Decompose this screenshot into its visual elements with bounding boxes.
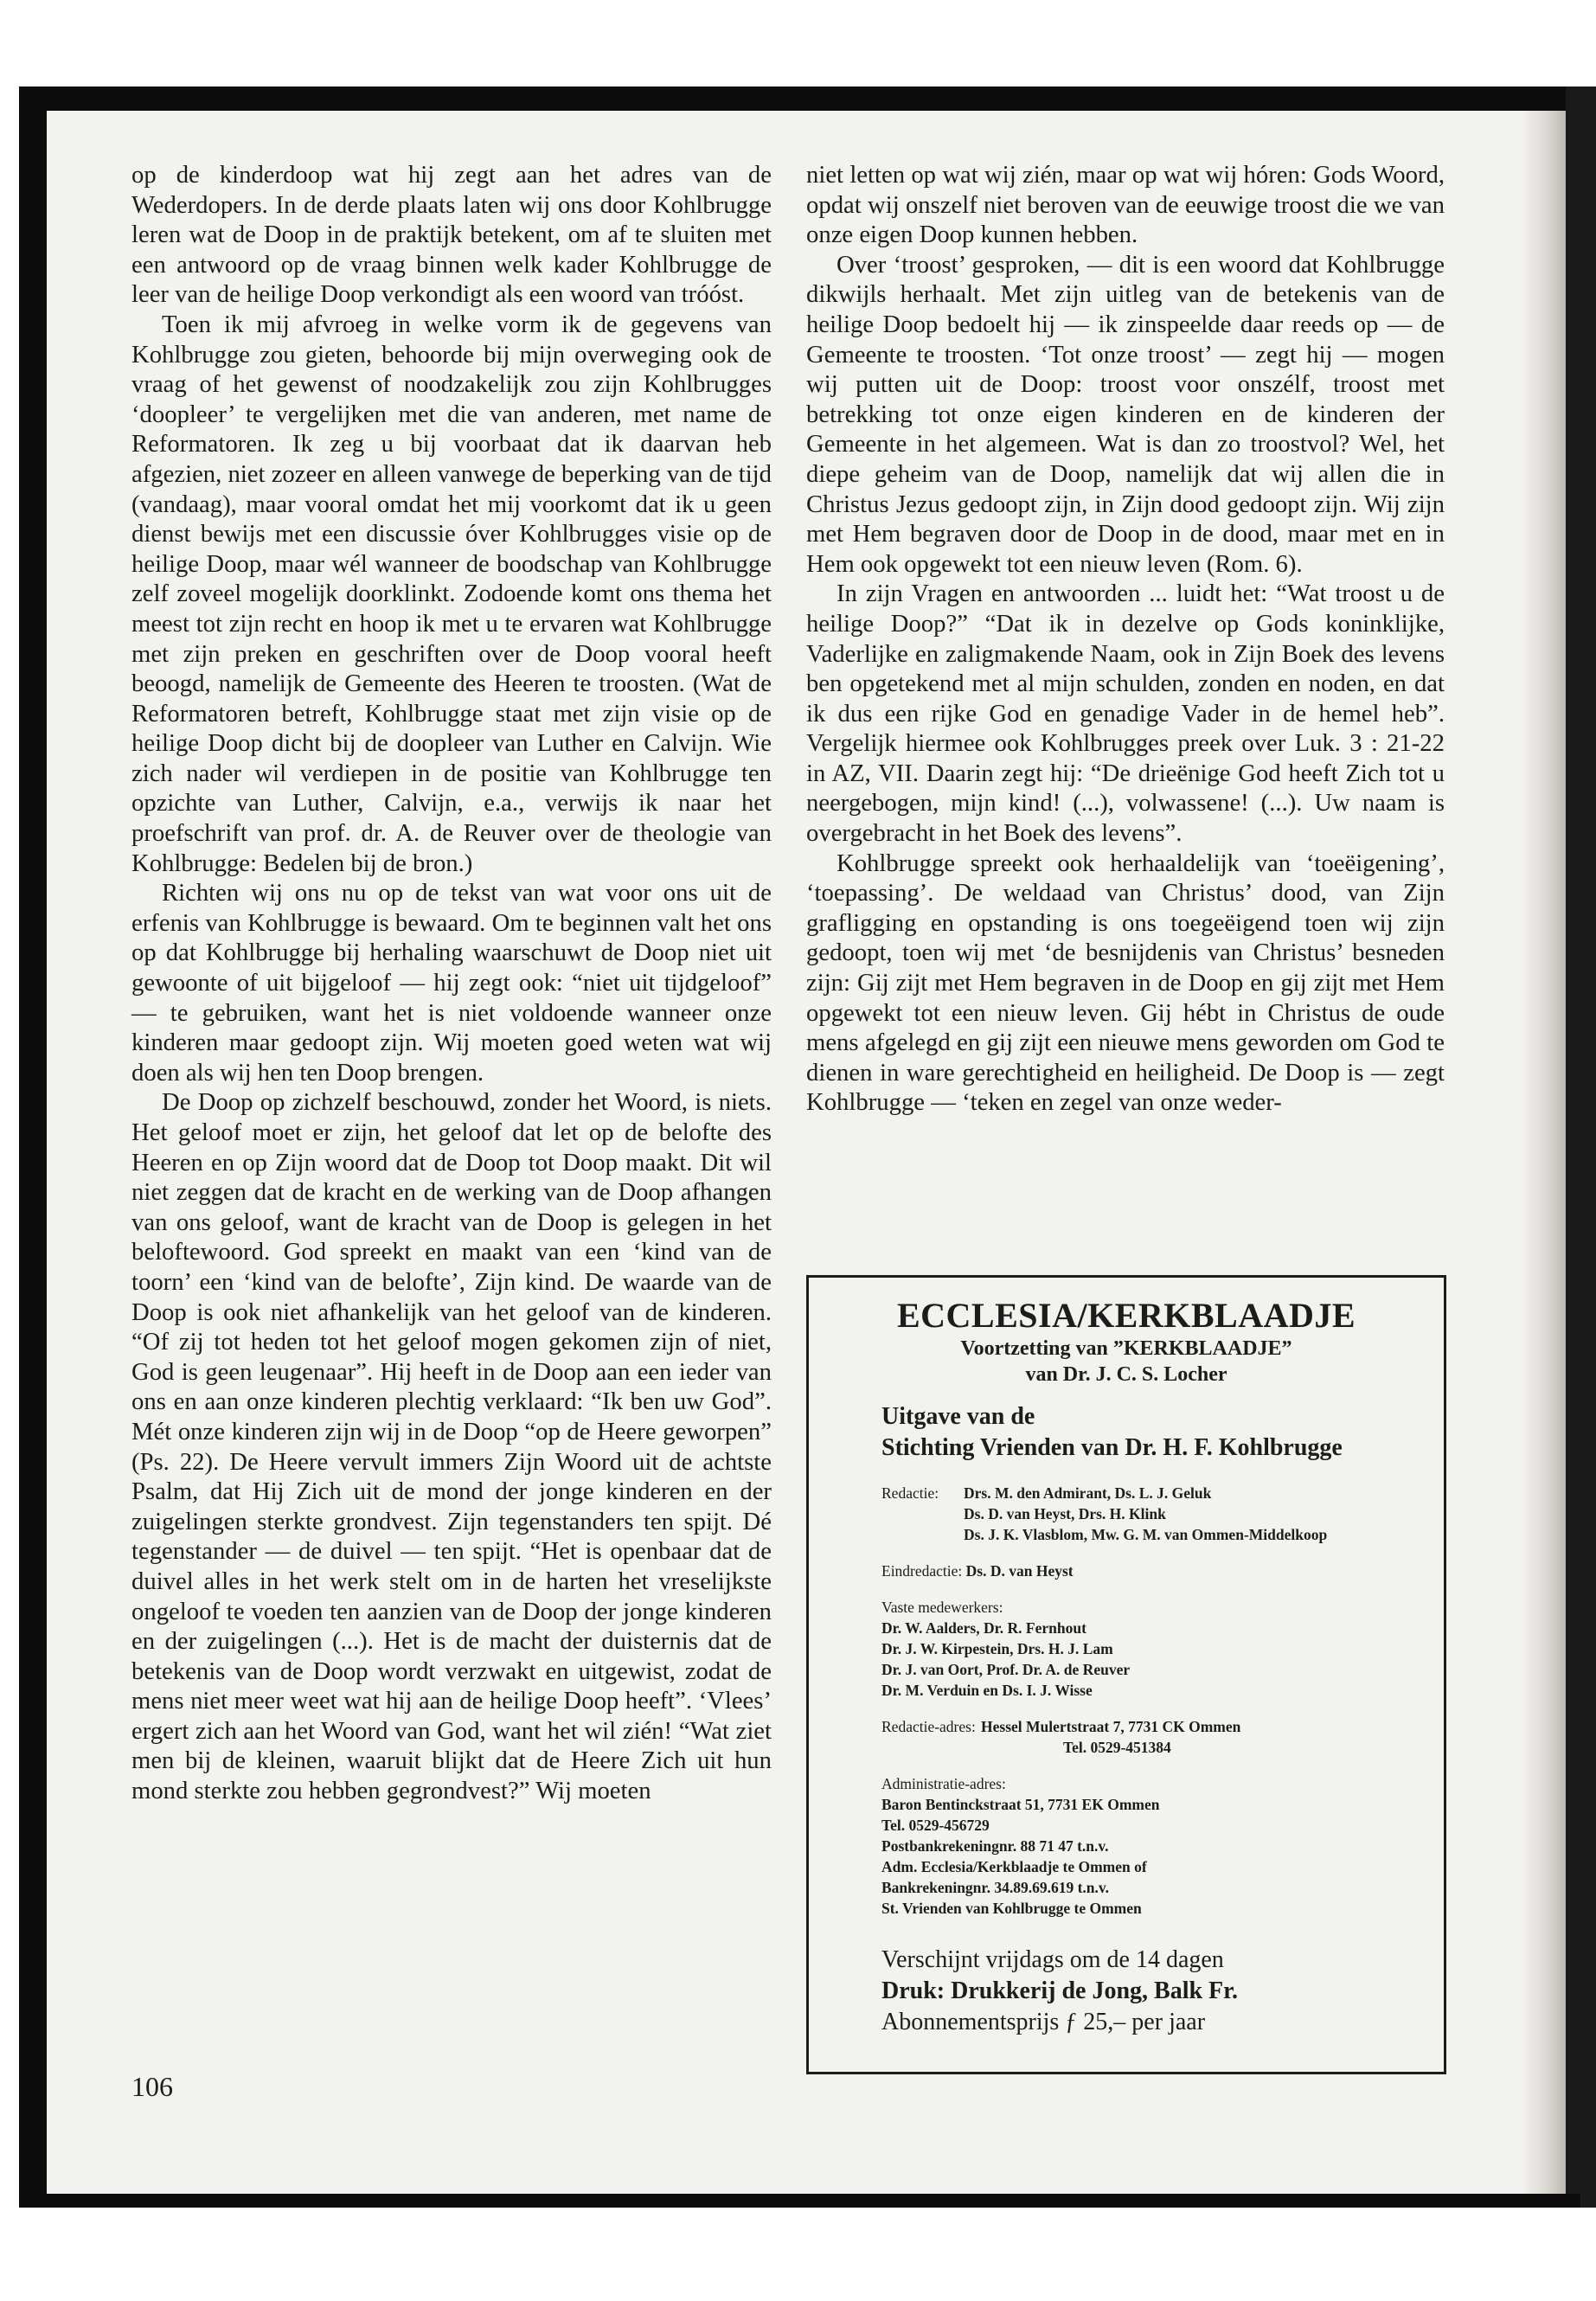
editorial-phone: Tel. 0529-451384 [1063, 1739, 1171, 1756]
editorial-address-block [881, 1716, 1444, 1758]
admin-line: Bankrekeningnr. 34.89.69.619 t.n.v. [881, 1879, 1110, 1896]
final-editor-name: Ds. D. van Heyst [965, 1562, 1074, 1580]
scan-border-left [19, 87, 47, 2204]
publication-title: ECCLESIA/KERKBLAADJE [896, 1296, 1356, 1335]
contributors-line: Dr. M. Verduin en Ds. I. J. Wisse [881, 1682, 1093, 1699]
publisher-name: Stichting Vrienden van Dr. H. F. Kohlbrugge [881, 1434, 1343, 1461]
continuation-author: van Dr. J. C. S. Locher [1025, 1363, 1227, 1386]
admin-line: Adm. Ecclesia/Kerkblaadje te Ommen of [881, 1858, 1147, 1875]
editorial-address-label: Redactie-adres: [881, 1718, 976, 1735]
admin-label: Administratie-adres: [881, 1775, 1006, 1792]
contributors-line: Dr. J. W. Kirpestein, Drs. H. J. Lam [881, 1640, 1113, 1657]
paragraph: Toen ik mij afvroeg in welke vorm ik de gegevens van Kohlbrugge zou gieten, behoorde bij mijn overweging ook de vraag of het gewenst of noodzakelijk zou zijn Kohlbrugges ‘doopleer’ te vergelijken met die van anderen, met name de Reformatoren. Ik zeg u bij voorbaat dat ik daarvan heb afgezien, niet zozeer en alleen vanwege de beperking van de tijd (vandaag), maar vooral omdat het mij voorkomt dat ik u geen dienst bewijs met een discussie óver Kohlbrugges visie op de heilige Doop, maar wél wanneer de boodschap van Kohlbrugge zelf zoveel mogelijk doorklinkt. Zodoende komt ons thema het meest tot zijn recht en hoop ik met u te ervaren wat Kohlbrugge met zijn preken en geschriften over de Doop vooral heeft beoogd, namelijk de Gemeente des Heeren te troosten. (Wat de Reformatoren betreft, Kohlbrugge staat met zijn visie op de heilige Doop dicht bij de doopleer van Luther en Calvijn. Wie zich nader wil verdiepen in de positie van Kohlbrugge ten opzichte van Luther, Calvijn, e.a., verwijs ik naar het proefschrift van prof. dr. A. de Reuver over de theologie van Kohlbrugge: Bedelen bij de bron.) [131, 310, 772, 877]
paragraph: De Doop op zichzelf beschouwd, zonder het Woord, is niets. Het geloof moet er zijn, het geloof dat let op de belofte des Heeren en op Zijn woord dat de Doop tot Doop maakt. Dit wil niet zeggen dat de kracht en de werking van de Doop afhangen van ons geloof, want de kracht van de Doop is gelegen in het beloftewoord. God spreekt en maakt van een ‘kind van de toorn’ een ‘kind van de belofte’, Zijn kind. De waarde van de Doop is ook niet afhankelijk van het geloof van de kinderen. “Of zij tot heden tot het geloof mogen gekomen zijn of niet, God is geen leugenaar”. Hij heeft in de Doop aan een ieder van ons en aan onze kinderen plechtig verklaard: “Ik ben uw God”. Mét onze kinderen zijn wij in de Doop “op de Heere geworpen” (Ps. 22). De Heere vervult immers Zijn Woord uit de achtste Psalm, dat Hij Zich uit de mond der jonge kinderen en der zuigelingen sterkte grondvest. Zijn tegenstanders ten spijt. Dé tegenstander — de duivel — ten spijt. “Het is openbaar dat de duivel alles in het werk stelt om in de harten het vreselijkste ongeloof te voeden ten aanzien van de Doop der jonge kinderen en der zuigelingen (...). Het is de macht der duisternis dat de betekenis van de Doop wordt verzwakt en uitgewist, zodat de mens niet meer weet wat hij aan de heilige Doop heeft”. ‘Vlees’ ergert zich aan het Woord van God, want het wil zién! “Wat ziet men bij de kleinen, waaruit blijkt dat de Heere Zich uit hun mond sterkte zou hebben gegrondvest?” Wij moeten [131, 1088, 772, 1805]
paragraph: niet letten op wat wij zién, maar op wat wij hóren: Gods Woord, opdat wij onszelf niet beroven van de eeuwige troost die we van onze eigen Doop kunnen hebben. [806, 161, 1445, 249]
editorial-line: Drs. M. den Admirant, Ds. L. J. Geluk [964, 1484, 1212, 1502]
editorial-line: Ds. D. van Heyst, Drs. H. Klink [964, 1505, 1166, 1522]
admin-line: Postbankrekeningnr. 88 71 47 t.n.v. [881, 1837, 1109, 1855]
admin-block [881, 1773, 1444, 1919]
left-column [131, 160, 772, 1806]
contributors-block [881, 1597, 1444, 1701]
editorial-line: Ds. J. K. Vlasblom, Mw. G. M. van Ommen-Middelkoop [964, 1526, 1328, 1543]
contributors-line: Dr. J. van Oort, Prof. Dr. A. de Reuver [881, 1661, 1131, 1678]
scan-border-right [1566, 87, 1596, 2208]
subscription-price: Abonnementsprijs ƒ 25,– per jaar [881, 2009, 1206, 2035]
final-editor-label: Eindredactie: [881, 1562, 963, 1580]
page-number: 106 [131, 2071, 173, 2102]
paragraph: Richten wij ons nu op de tekst van wat voor ons uit de erfenis van Kohlbrugge is bewaard. Om te beginnen valt het ons op dat Kohlbrugge bij herhaling waarschuwt de Doop niet uit gewoonte of uit bijgeloof — hij zegt ook: “niet uit tijdgeloof” — te gebruiken, want het is niet voldoende wanneer onze kinderen maar gedoopt zijn. Wij moeten goed weten wat wij doen als wij hen ten Doop brengen. [131, 879, 772, 1086]
schedule: Verschijnt vrijdags om de 14 dagen [881, 1946, 1224, 1973]
continuation-line: Voortzetting van ”KERKBLAADJE” [960, 1337, 1292, 1360]
contributors-label: Vaste medewerkers: [881, 1599, 1003, 1616]
admin-line: Tel. 0529-456729 [881, 1817, 990, 1834]
contributors-line: Dr. W. Aalders, Dr. R. Fernhout [881, 1619, 1086, 1637]
colophon-box [806, 1275, 1446, 2074]
scan-border-top [19, 87, 1596, 111]
publisher-label: Uitgave van de [881, 1403, 1035, 1430]
editorial-label: Redactie: [881, 1484, 939, 1502]
page-edge-shadow [1522, 111, 1566, 2194]
editorial-block [881, 1483, 1444, 1545]
final-editor-block [881, 1561, 1444, 1581]
admin-line: Baron Bentinckstraat 51, 7731 EK Ommen [881, 1796, 1160, 1813]
publisher [881, 1401, 1444, 1464]
masthead [809, 1278, 1444, 1388]
paragraph: Kohlbrugge spreekt ook herhaaldelijk van ‘toeëigening’, ‘toepassing’. De weldaad van Christus’ dood, van Zijn grafligging en opstanding is ons toegeëigend toen wij zijn gedoopt, toen wij met ‘de besnijdenis van Christus’ besneden zijn: Gij zijt met Hem begraven in de Doop en gij zijt met Hem opgewekt tot een nieuw leven. Gij hébt in Christus de oude mens afgelegd en gij zijt een nieuwe mens geworden om God te dienen in ware gerechtigheid en heiligheid. De Doop is — zegt Kohlbrugge — ‘teken en zegel van onze weder- [806, 849, 1445, 1117]
paragraph: Over ‘troost’ gesproken, — dit is een woord dat Kohlbrugge dikwijls herhaalt. Met zijn uitleg van de betekenis van de heilige Doop bedoelt hij — ik zinspeelde daar reeds op — de Gemeente te troosten. ‘Tot onze troost’ — zegt hij — mogen wij putten uit de Doop: troost voor onszélf, troost met betrekking tot onze eigen kinderen en de kinderen der Gemeente in het algemeen. Wat is dan zo troostvol? Wel, het diepe geheim van de Doop, namelijk dat wij allen die in Christus Jezus gedoopt zijn, in Zijn dood gedoopt zijn. Wij zijn met Hem begraven door de Doop in de dood, maar met en in Hem ook opgewekt tot een nieuw leven (Rom. 6). [806, 250, 1445, 578]
paragraph: In zijn Vragen en antwoorden ... luidt het: “Wat troost u de heilige Doop?” “Dat ik in dezelve op Gods koninklijke, Vaderlijke en zaligmakende Naam, ook in Zijn Boek des levens ben opgetekend met al mijn schulden, zonden en noden, en dat ik dus een rijke God en genadige Vader in de hemel heb”. Vergelijk hiermee ook Kohlbrugges preek over Luk. 3 : 21-22 in AZ, VII. Daarin zegt hij: “De drieënige God heeft Zich tot u neergebogen, mijn kind! (...), volwassene! (...). Uw naam is overgebracht in het Boek des levens”. [806, 580, 1445, 848]
editorial-address: Hessel Mulertstraat 7, 7731 CK Ommen [981, 1718, 1241, 1735]
publication-info [881, 1945, 1444, 2038]
scan-border-bottom [19, 2194, 1580, 2208]
printer: Druk: Drukkerij de Jong, Balk Fr. [881, 1977, 1239, 2004]
right-column [806, 160, 1445, 1118]
admin-line: St. Vrienden van Kohlbrugge te Ommen [881, 1900, 1142, 1917]
paragraph: op de kinderdoop wat hij zegt aan het adres van de Wederdopers. In de derde plaats laten wij ons door Kohlbrugge leren wat de Doop in de praktijk betekent, om af te sluiten met een antwoord op de vraag binnen welk kader Kohlbrugge de leer van de heilige Doop verkondigt als een woord van tróóst. [131, 161, 772, 309]
